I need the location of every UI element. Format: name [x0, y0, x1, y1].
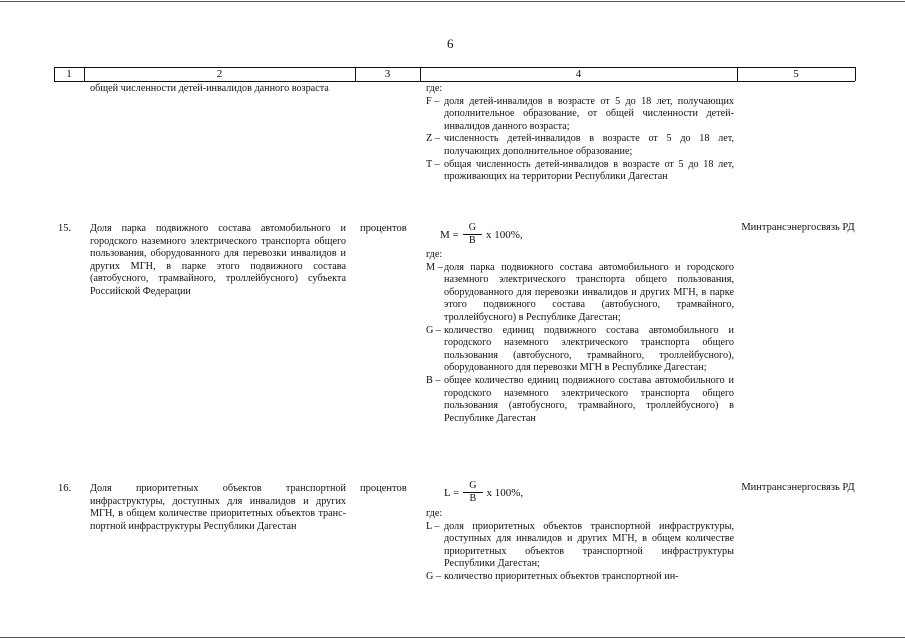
definition-text: доля детей-инвалидов в возрасте от 5 до 18 лет, получающих дополнительное образование, от общей численности детей-инвалидов данного возраста; [444, 95, 734, 132]
formula-fraction [463, 480, 482, 505]
definition-text: доля парка подвижного состава автомобильного и городского наземного электрического транспорта общего пользования, оборудованного для перевозки инвалидов и других МГН, в парке этого подвижного состава (автобусного, трамвайного, троллейбусного) в Республике Дагестан; [444, 261, 734, 323]
formula-lhs: М = [440, 228, 459, 241]
where-label: где: [426, 508, 443, 519]
row-16-description: Доля приоритетных объектов транспортной инфраструктуры, доступных для инвалидов и других МГН, в общем количестве приоритетных объектов транс-портной инфраструктуры Республики Дагестан [90, 483, 346, 532]
row-15-formula [440, 222, 523, 247]
row-16-formula [444, 480, 523, 505]
col-divider [855, 67, 856, 81]
definition-item [426, 375, 734, 425]
formula-denominator: B [469, 235, 476, 246]
definition-text: количество единиц подвижного состава автомобильного и городского наземного электрического транспорта общего пользования (автобусного, трамвайного, троллейбусного), оборудованного для перевозки МГН в Республике Дагестан; [444, 324, 734, 374]
definition-item [426, 159, 734, 184]
definition-text: общее количество единиц подвижного состава автомобильного и городского наземного электрического транспорта общего пользования (автобусного, трамвайного, троллейбусного) в Республике Дагестан [444, 374, 734, 424]
formula-fraction [463, 222, 482, 247]
row-15-definitions [426, 249, 734, 425]
header-col-4: 4 [575, 68, 582, 80]
where-label: где: [426, 249, 443, 260]
definition-item [426, 96, 734, 134]
page-number: 6 [447, 36, 454, 51]
definition-item [426, 571, 734, 584]
row-cont-definitions [426, 83, 734, 184]
definition-text: доля приоритетных объектов транспортной инфраструктуры, доступных для инвалидов и других МГН, в общем количестве приоритетных объектов транспортной инфраструктуры Республики Дагестан; [444, 520, 734, 570]
definition-symbol: T – [426, 158, 440, 170]
bottom-edge [0, 637, 905, 638]
definition-item [426, 325, 734, 375]
row-15-number: 15. [58, 223, 72, 234]
definition-symbol: F – [426, 95, 440, 107]
row-cont-description: общей численности детей-инвалидов данного возраста [90, 83, 329, 94]
definition-item [426, 133, 734, 158]
where-label: где: [426, 83, 443, 94]
formula-lhs: L = [444, 486, 460, 499]
top-edge [0, 1, 905, 2]
row-16-unit: процентов [360, 483, 407, 494]
definition-symbol: М – [426, 261, 443, 273]
formula-numerator: G [463, 222, 482, 235]
header-col-5: 5 [793, 68, 799, 80]
definition-symbol: G – [426, 570, 441, 582]
row-15-unit: процентов [360, 223, 407, 234]
definition-symbol: Z – [426, 133, 440, 145]
definition-text: численность детей-инвалидов в возрасте от 5 до 18 лет, получающих дополнительное образование; [444, 133, 734, 157]
row-16-definitions [426, 508, 734, 584]
definition-item [426, 262, 734, 325]
row-16-number: 16. [58, 483, 72, 494]
formula-denominator: B [469, 493, 477, 504]
definition-symbol: G – [426, 324, 441, 336]
row-16-responsible: Минтрансэнергосвязь РД [741, 482, 855, 493]
formula-numerator: G [463, 480, 482, 493]
definition-item [426, 521, 734, 571]
header-col-1: 1 [66, 68, 72, 80]
row-15-responsible: Минтрансэнергосвязь РД [741, 222, 855, 233]
table-header-bottom-border [54, 81, 855, 82]
header-col-2: 2 [216, 68, 223, 80]
row-15-description: Доля парка подвижного состава автомобильного и городского наземного электрического транспорта общего пользования, оборудованного для перевозки инвалидов и других МГН, в парке этого подвижного состава (автобусного, трамвайного, троллейбусного) субъекта Российской Федерации [90, 223, 346, 297]
definition-symbol: В – [426, 374, 441, 386]
definition-text: количество приоритетных объектов транспортной ин- [444, 570, 679, 582]
formula-rhs: х 100%, [485, 228, 523, 241]
formula-rhs: х 100%, [486, 486, 524, 499]
definition-symbol: L – [426, 520, 440, 532]
definition-text: общая численность детей-инвалидов в возрасте от 5 до 18 лет, проживающих на территории Республики Дагестан [444, 158, 734, 183]
header-col-3: 3 [384, 68, 391, 80]
